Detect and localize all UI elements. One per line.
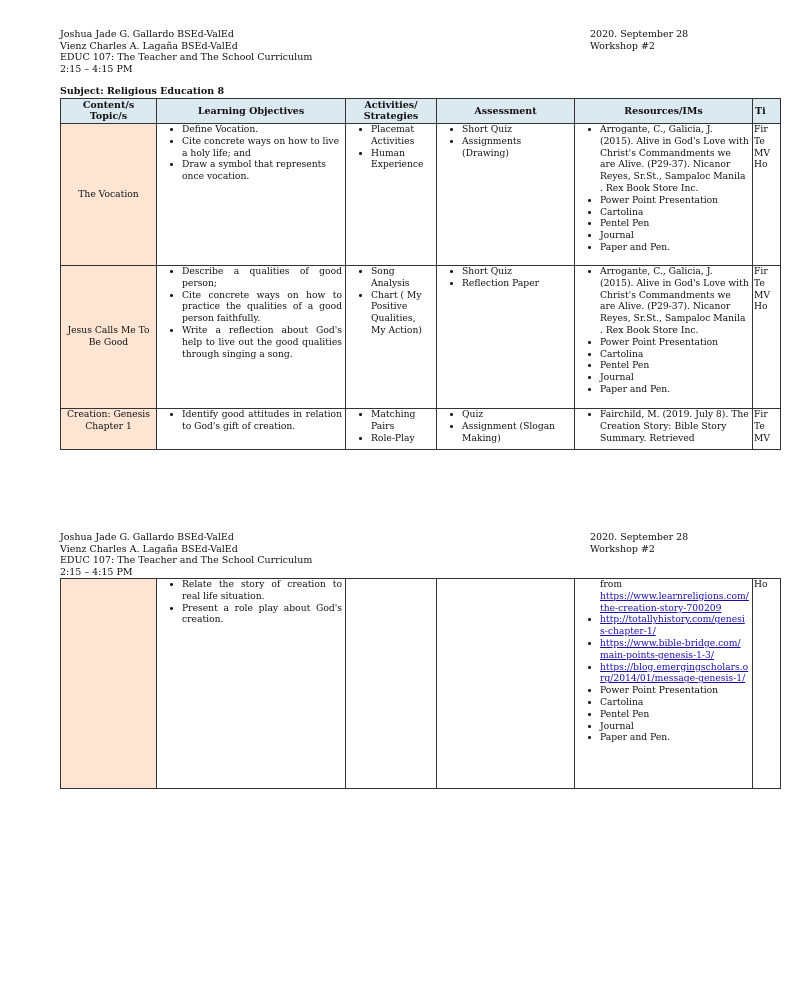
- time-cell: [753, 124, 781, 266]
- page-2: [0, 500, 768, 1006]
- reference-link[interactable]: [578, 591, 749, 615]
- list-item: • Cartolina: [600, 207, 749, 219]
- list-item: [600, 614, 749, 638]
- class-time: 2:15 – 4:15 PM: [60, 566, 133, 578]
- assessment-cell: [437, 579, 575, 789]
- list-item: • Paper and Pen.: [600, 384, 749, 396]
- topic-cell: Creation: Genesis Chapter 1: [61, 409, 157, 450]
- list-item: • Cite concrete ways on how to live a holy life; and: [182, 136, 342, 160]
- list-item: • Cite concrete ways on how to practice the qualities of a good person faithfully.: [182, 290, 342, 325]
- time-cell: [753, 266, 781, 409]
- author-2: Vienz Charles A. Lagaña BSEd-ValEd: [60, 543, 238, 555]
- table-row: [61, 124, 781, 266]
- col-header-time: Ti: [753, 99, 781, 124]
- resources-cell: [575, 266, 753, 409]
- list-item: • Pentel Pen: [600, 218, 749, 230]
- list-item: • Short Quiz: [462, 266, 571, 278]
- course-title: EDUC 107: The Teacher and The School Curriculum: [60, 52, 313, 63]
- time-cell: [753, 409, 781, 450]
- curriculum-table: [60, 98, 781, 450]
- list-item: • Draw a symbol that represents once vocation.: [182, 159, 342, 183]
- subject-title: Subject: Religious Education 8: [60, 86, 225, 97]
- list-item: • Assignments (Drawing): [462, 136, 571, 160]
- time-text: Ho: [754, 579, 768, 590]
- list-item: • Pentel Pen: [600, 709, 749, 721]
- header-left: [60, 532, 480, 578]
- activities-cell: [346, 409, 437, 450]
- author-1: Joshua Jade G. Gallardo BSEd-ValEd: [60, 532, 234, 543]
- list-item: • Relate the story of creation to real life situation.: [182, 579, 342, 603]
- header-right: [590, 29, 790, 52]
- assessment-cell: [437, 266, 575, 409]
- list-item: • Assignment (Slogan Making): [462, 421, 571, 445]
- time-text: MV: [754, 147, 771, 159]
- list-item: • Power Point Presentation: [600, 685, 749, 697]
- curriculum-table-continued: [60, 578, 781, 789]
- topic-cell: The Vocation: [61, 124, 157, 266]
- objectives-cell: [157, 409, 346, 450]
- list-item: • Pentel Pen: [600, 360, 749, 372]
- list-item: • Journal: [600, 372, 749, 384]
- date: 2020. September 28: [590, 532, 689, 543]
- date: 2020. September 28: [590, 29, 689, 40]
- objectives-cell: [157, 579, 346, 789]
- time-text: MV: [754, 432, 771, 444]
- activities-cell: [346, 579, 437, 789]
- workshop-label: Workshop #2: [590, 543, 655, 555]
- list-item: • Arrogante, C., Galicia, J. (2015). Alive in God's Love with Christ's Commandments we are Alive. (P29-37). Nicanor Reyes, Sr.St., Sampaloc Manila . Rex Book Store Inc.: [600, 124, 749, 195]
- reference-link[interactable]: https://www.bible-bridge.com/main-points-genesis-1-3/: [600, 637, 741, 661]
- time-text: Ho: [754, 301, 768, 313]
- list-item: • Reflection Paper: [462, 278, 571, 290]
- assessment-cell: [437, 409, 575, 450]
- list-item: • Present a role play about God's creation.: [182, 603, 342, 627]
- list-item: • Quiz: [462, 409, 571, 421]
- time-text: MV: [754, 289, 771, 301]
- table-header-row: [61, 99, 781, 124]
- author-1: Joshua Jade G. Gallardo BSEd-ValEd: [60, 29, 234, 40]
- list-item: • Matching Pairs: [371, 409, 433, 433]
- list-item: • Placemat Activities: [371, 124, 433, 148]
- time-text: Te: [754, 135, 765, 147]
- col-header-activities: Activities/ Strategies: [346, 99, 437, 124]
- topic-cell: Jesus Calls Me To Be Good: [61, 266, 157, 409]
- reference-link[interactable]: http://totallyhistory.com/genesis-chapter-1/: [600, 614, 745, 638]
- list-item: • Paper and Pen.: [600, 732, 749, 744]
- table-row: [61, 409, 781, 450]
- reference-link[interactable]: https://blog.emergingscholars.org/2014/01/message-genesis-1/: [600, 661, 749, 685]
- list-item: • Cartolina: [600, 349, 749, 361]
- time-text: Ho: [754, 159, 768, 171]
- resources-from: from: [600, 579, 623, 590]
- list-item: • Cartolina: [600, 697, 749, 709]
- list-item: • Describe a qualities of good person;: [182, 266, 342, 290]
- list-item: • Chart ( My Positive Qualities, My Action): [371, 290, 433, 337]
- list-item: • Define Vocation.: [182, 124, 342, 136]
- col-header-resources: Resources/IMs: [575, 99, 753, 124]
- resources-cell: [575, 409, 753, 450]
- assessment-cell: [437, 124, 575, 266]
- time-text: Te: [754, 277, 765, 289]
- col-header-content: Content/s Topic/s: [61, 99, 157, 124]
- objectives-cell: [157, 266, 346, 409]
- header-left: [60, 29, 480, 75]
- course-title: EDUC 107: The Teacher and The School Curriculum: [60, 555, 313, 566]
- list-item: • Short Quiz: [462, 124, 571, 136]
- activities-cell: [346, 266, 437, 409]
- author-2: Vienz Charles A. Lagaña BSEd-ValEd: [60, 40, 238, 52]
- topic-cell: [61, 579, 157, 789]
- list-item: • Fairchild, M. (2019. July 8). The Creation Story: Bible Story Summary. Retrieved: [600, 409, 749, 444]
- list-item: [600, 638, 749, 662]
- time-text: Fir: [754, 124, 768, 135]
- list-item: • Journal: [600, 230, 749, 242]
- time-cell: [753, 579, 781, 789]
- list-item: • Arrogante, C., Galicia, J. (2015). Alive in God's Love with Christ's Commandments we are Alive. (P29-37). Nicanor Reyes, Sr.St., Sampaloc Manila . Rex Book Store Inc.: [600, 266, 749, 337]
- list-item: • Write a reflection about God's help to live out the good qualities through singing a song.: [182, 325, 342, 360]
- list-item: • Paper and Pen.: [600, 242, 749, 254]
- objectives-cell: [157, 124, 346, 266]
- time-text: Fir: [754, 266, 768, 277]
- list-item: • Power Point Presentation: [600, 337, 749, 349]
- list-item: • Human Experience: [371, 148, 433, 172]
- list-item: • Identify good attitudes in relation to God's gift of creation.: [182, 409, 342, 433]
- resources-cell: [575, 124, 753, 266]
- table-row: [61, 579, 781, 789]
- resources-cell: [575, 579, 753, 789]
- col-header-assessment: Assessment: [437, 99, 575, 124]
- list-item: • Role-Play: [371, 433, 433, 445]
- time-text: Te: [754, 420, 765, 432]
- table-row: [61, 266, 781, 409]
- page-1: [0, 0, 771, 500]
- time-text: Fir: [754, 409, 768, 420]
- activities-cell: [346, 124, 437, 266]
- list-item: [600, 662, 749, 686]
- workshop-label: Workshop #2: [590, 40, 655, 52]
- col-header-objectives: Learning Objectives: [157, 99, 346, 124]
- list-item: • Song Analysis: [371, 266, 433, 290]
- list-item: • Power Point Presentation: [600, 195, 749, 207]
- list-item: • Journal: [600, 721, 749, 733]
- header-right: [590, 532, 790, 555]
- link-text[interactable]: https://www.learnreligions.com/the-creation-story-700209: [600, 590, 749, 614]
- class-time: 2:15 – 4:15 PM: [60, 63, 133, 75]
